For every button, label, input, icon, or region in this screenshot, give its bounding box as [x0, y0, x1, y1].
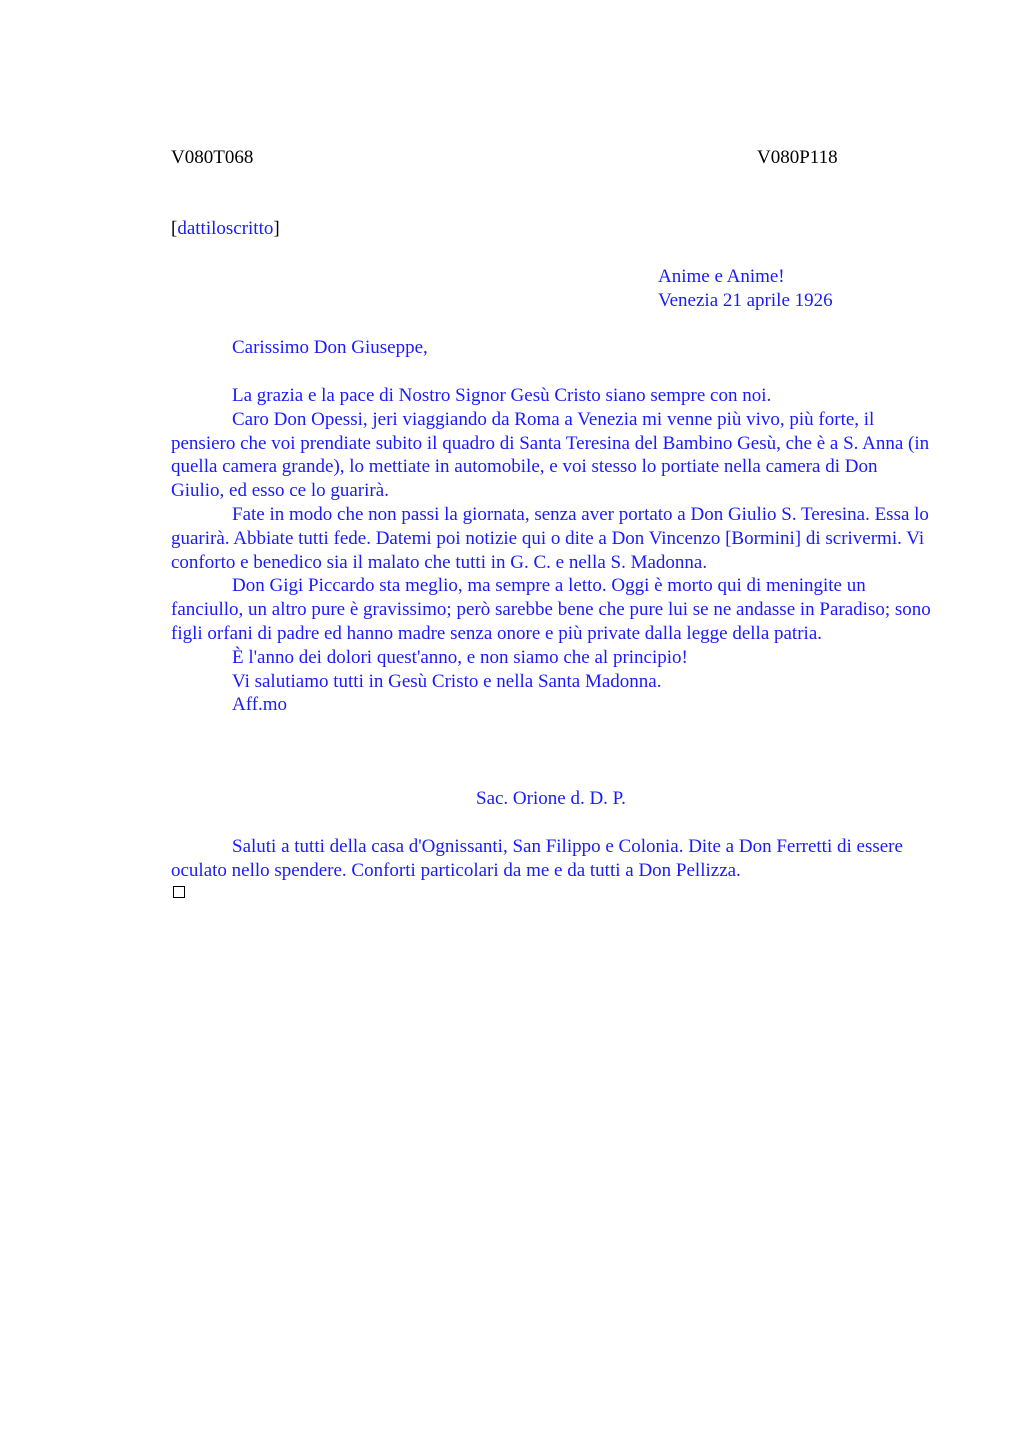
postscript — [171, 835, 931, 883]
archive-ref-right: V080P118 — [757, 147, 838, 168]
closing: Aff.mo — [232, 694, 288, 716]
body-paragraph: Don Gigi Piccardo sta meglio, ma sempre a letto. Oggi è morto qui di meningite un fanciullo, un altro pure è gravissimo; però sarebbe bene che pure lui se ne andasse in Paradiso; sono figli orfani di padre ed hanno madre senza onore e più private dalla legge della patria. — [171, 575, 931, 644]
end-of-document-square-icon — [173, 886, 185, 898]
letter-body — [171, 384, 931, 717]
body-paragraph: La grazia e la pace di Nostro Signor Gesù Cristo siano sempre con noi. — [232, 385, 772, 406]
note-bracket-close: ] — [273, 218, 280, 239]
signature: Sac. Orione d. D. P. — [476, 788, 626, 809]
note-text: dattiloscritto — [177, 218, 274, 239]
letter-header — [658, 265, 833, 313]
archive-ref-left: V080T068 — [171, 147, 254, 168]
salutation: Carissimo Don Giuseppe, — [232, 337, 428, 358]
body-paragraph: Caro Don Opessi, jeri viaggiando da Roma a Venezia mi venne più vivo, più forte, il pensiero che voi prendiate subito il quadro di Santa Teresina del Bambino Gesù, che è a S. Anna (in quella camera grande), lo mettiate in automobile, e voi stesso lo portiate nella camera di Don Giulio, ed esso ce lo guarirà. — [171, 408, 930, 502]
typescript-note — [171, 217, 280, 241]
body-paragraph: È l'anno dei dolori quest'anno, e non siamo che al principio! — [232, 646, 688, 668]
header-motto: Anime e Anime! — [658, 266, 785, 287]
postscript-text: Saluti a tutti della casa d'Ognissanti, San Filippo e Colonia. Dite a Don Ferretti di essere oculato nello spendere. Conforti particolari da me e da tutti a Don Pellizza. — [171, 836, 903, 881]
body-paragraph: Vi salutiamo tutti in Gesù Cristo e nella Santa Madonna. — [232, 670, 662, 692]
note-bracket-open: [ — [171, 218, 178, 239]
body-paragraph: Fate in modo che non passi la giornata, senza aver portato a Don Giulio S. Teresina. Essa lo guarirà. Abbiate tutti fede. Datemi poi notizie qui o dite a Don Vincenzo [Bormini] di scrivermi. Vi conforto e benedico sia il malato che tutti in G. C. e nella S. Madonna. — [171, 503, 929, 573]
header-place-date: Venezia 21 aprile 1926 — [658, 289, 833, 311]
